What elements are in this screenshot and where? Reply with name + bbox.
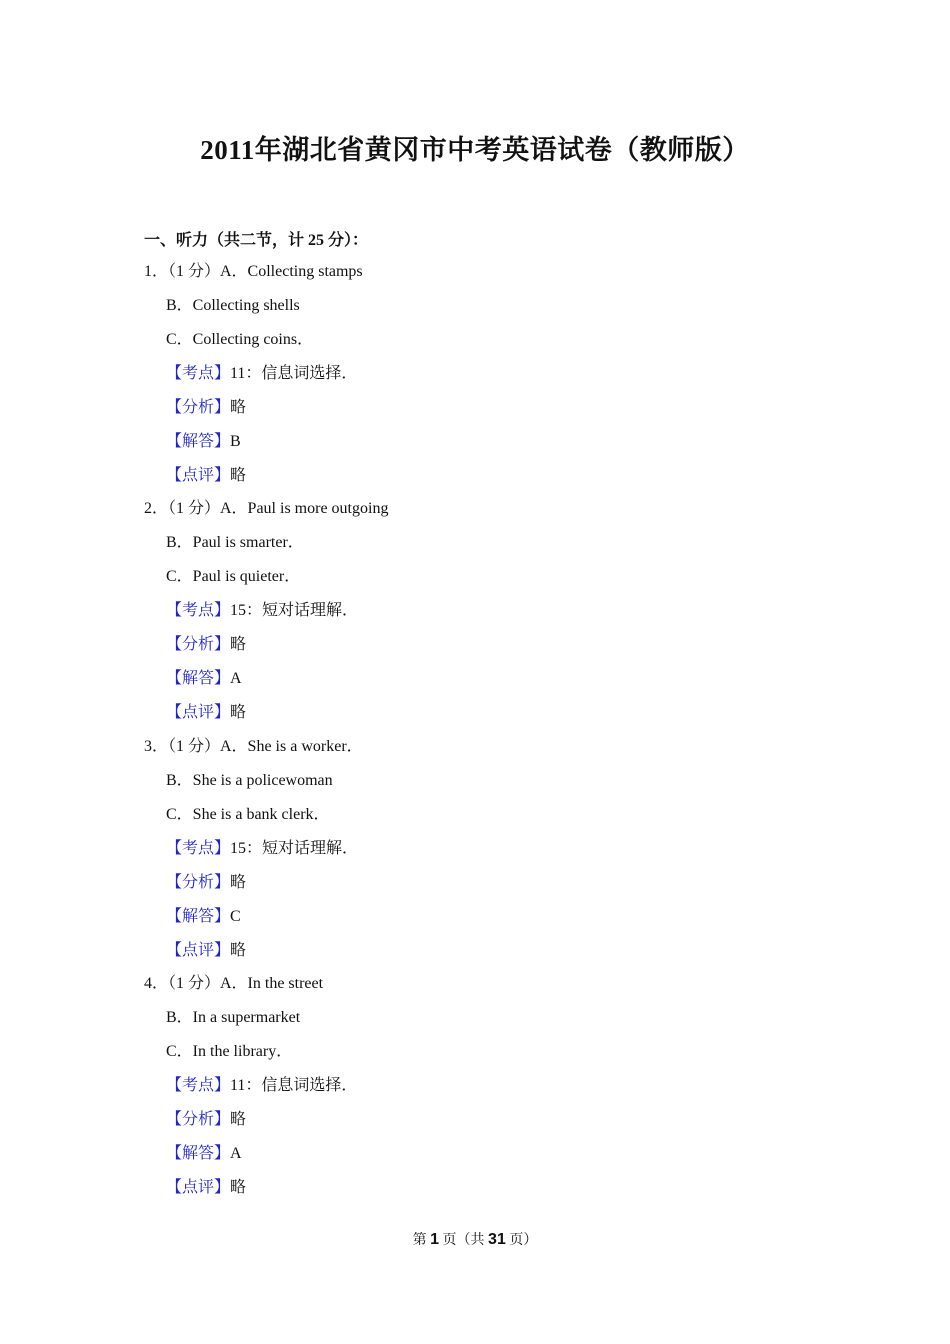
fenxi-tag: 【分析】 <box>166 1111 231 1128</box>
page-number: 1 <box>430 1231 440 1248</box>
jieda-row <box>166 907 241 927</box>
kaodian-text: 15：短对话理解． <box>230 602 359 619</box>
total-pages: 31 <box>488 1231 506 1248</box>
question-stem: 2．（1 分）A．Paul is more outgoing <box>144 500 389 517</box>
fenxi-tag: 【分析】 <box>166 399 231 416</box>
option-b: B．In a supermarket <box>166 1009 301 1026</box>
fenxi-tag: 【分析】 <box>166 874 231 891</box>
option-b: B．Paul is smarter． <box>166 534 304 551</box>
dianping-row <box>166 1178 246 1198</box>
page-footer <box>0 1229 950 1249</box>
footer-middle: 页（共 <box>439 1233 489 1248</box>
kaodian-text: 11：信息词选择． <box>230 365 358 382</box>
option-c: C．Collecting coins． <box>166 331 314 348</box>
question-stem: 3．（1 分）A．She is a worker． <box>144 738 363 755</box>
fenxi-row <box>166 1110 246 1130</box>
jieda-tag: 【解答】 <box>166 433 231 450</box>
question-stem: 4．（1 分）A．In the street <box>144 975 324 992</box>
section-heading: 一、听力（共二节，计 25 分）： <box>144 232 369 249</box>
kaodian-row <box>166 1076 357 1096</box>
footer-prefix: 第 <box>412 1233 431 1248</box>
dianping-row <box>166 941 246 961</box>
fenxi-row <box>166 873 246 893</box>
option-b: B．Collecting shells <box>166 297 300 314</box>
jieda-text: A <box>230 1145 242 1162</box>
dianping-row <box>166 703 246 723</box>
kaodian-row <box>166 364 357 384</box>
dianping-tag: 【点评】 <box>166 942 231 959</box>
jieda-text: C <box>230 908 241 925</box>
dianping-text: 略 <box>230 467 247 484</box>
jieda-row <box>166 669 242 689</box>
option-b: B．She is a policewoman <box>166 772 333 789</box>
jieda-tag: 【解答】 <box>166 1145 231 1162</box>
kaodian-tag: 【考点】 <box>166 840 231 857</box>
fenxi-text: 略 <box>230 636 247 653</box>
fenxi-row <box>166 635 246 655</box>
fenxi-tag: 【分析】 <box>166 636 231 653</box>
jieda-text: A <box>230 670 242 687</box>
dianping-row <box>166 466 246 486</box>
dianping-text: 略 <box>230 1179 247 1196</box>
jieda-tag: 【解答】 <box>166 908 231 925</box>
fenxi-text: 略 <box>230 1111 247 1128</box>
jieda-row <box>166 432 241 452</box>
fenxi-text: 略 <box>230 399 247 416</box>
fenxi-row <box>166 398 246 418</box>
option-c: C．Paul is quieter． <box>166 568 301 585</box>
dianping-tag: 【点评】 <box>166 704 231 721</box>
dianping-text: 略 <box>230 704 247 721</box>
option-c: C．She is a bank clerk． <box>166 806 330 823</box>
kaodian-text: 15：短对话理解． <box>230 840 359 857</box>
page-title: 2011年湖北省黄冈市中考英语试卷（教师版） <box>200 135 750 165</box>
dianping-tag: 【点评】 <box>166 467 231 484</box>
footer-suffix: 页） <box>505 1233 538 1248</box>
kaodian-row <box>166 601 358 621</box>
kaodian-tag: 【考点】 <box>166 1077 231 1094</box>
kaodian-tag: 【考点】 <box>166 602 231 619</box>
jieda-text: B <box>230 433 241 450</box>
jieda-tag: 【解答】 <box>166 670 231 687</box>
kaodian-tag: 【考点】 <box>166 365 231 382</box>
kaodian-row <box>166 839 358 859</box>
fenxi-text: 略 <box>230 874 247 891</box>
question-stem: 1．（1 分）A．Collecting stamps <box>144 263 363 280</box>
jieda-row <box>166 1144 242 1164</box>
dianping-tag: 【点评】 <box>166 1179 231 1196</box>
dianping-text: 略 <box>230 942 247 959</box>
option-c: C．In the library． <box>166 1043 293 1060</box>
kaodian-text: 11：信息词选择． <box>230 1077 358 1094</box>
